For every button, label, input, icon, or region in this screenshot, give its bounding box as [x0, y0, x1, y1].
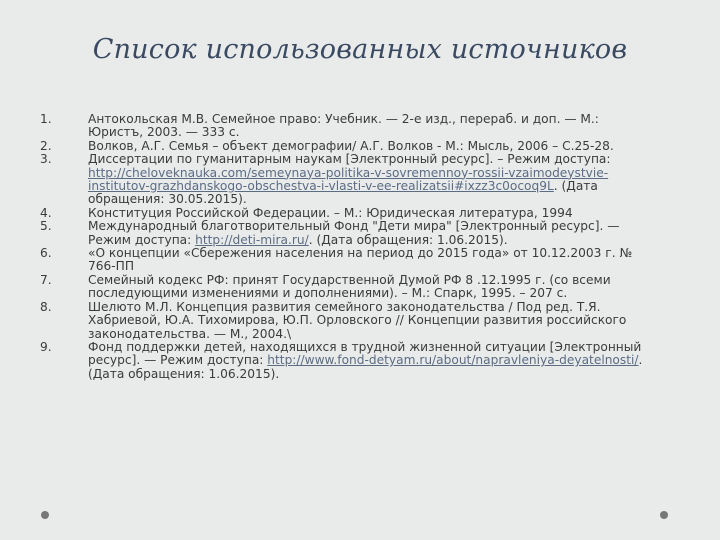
list-item [40, 220, 655, 247]
item-text: Конституция Российской Федерации. – М.: Юридическая литература, 1994 [88, 205, 573, 220]
reference-link[interactable]: http://deti-mira.ru/ [195, 232, 309, 247]
item-number: 2. [40, 138, 52, 153]
item-number: 1. [40, 112, 52, 126]
item-number: 4. [40, 205, 52, 220]
item-text: Диссертации по гуманитарным наукам [Электронный ресурс]. – Режим доступа: [88, 152, 611, 167]
list-item [40, 341, 655, 381]
reference-link[interactable]: http://www.fond-detyam.ru/about/napravleniya-deyatelnosti/ [267, 353, 639, 368]
item-text-end: . (Дата обращения: 1.06.2015). [88, 353, 643, 381]
item-text-end: . (Дата обращения: 1.06.2015). [308, 232, 508, 247]
list-item [40, 113, 655, 140]
list-item [40, 207, 655, 220]
item-text: Фонд поддержки детей, находящихся в трудной жизненной ситуации [Электронный ресурс]. — Режим доступа: [88, 339, 642, 368]
item-number: 6. [40, 246, 52, 261]
item-number: 7. [40, 272, 52, 287]
decorative-dot-right [660, 511, 668, 519]
item-number: 3. [40, 152, 52, 167]
reference-link[interactable]: http://cheloveknauka.com/semeynaya-politika-v-sovremennoy-rossii-vzaimodeystvie-institutov-grazhdanskogo-obschestva-i-vlasti-v-ee-realizatsii#ixzz3c0ocoq9L [88, 165, 609, 194]
list-item [40, 274, 655, 301]
decorative-dot-left [41, 511, 49, 519]
item-text: Волков, А.Г. Семья – объект демографии/ А.Г. Волков - М.: Мысль, 2006 – С.25-28. [88, 138, 614, 153]
list-item [40, 247, 655, 274]
reference-list [40, 113, 655, 381]
item-number: 8. [40, 299, 52, 314]
list-item [40, 153, 655, 207]
item-text-end: . (Дата обращения: 30.05.2015). [88, 179, 598, 207]
item-text: Международный благотворительный Фонд "Дети мира" [Электронный ресурс]. — Режим доступа: [88, 219, 620, 247]
slide-title: Список использованных источников [92, 34, 628, 65]
item-number: 5. [40, 219, 52, 234]
list-item [40, 301, 655, 341]
item-text: Семейный кодекс РФ: принят Государственной Думой РФ 8 .12.1995 г. (со всеми последующими изменениями и дополнениями). – М.: Спарк, 1995. – 207 с. [88, 272, 611, 301]
list-item [40, 140, 655, 153]
item-number: 9. [40, 339, 52, 354]
item-text: Антокольская М.В. Семейное право: Учебник. — 2-е изд., перераб. и доп. — М.: Юристъ, 2003. — 333 с. [88, 112, 599, 140]
item-text: Шелюто М.Л. Концепция развития семейного законодательства / Под ред. Т.Я. Хабриевой, Ю.А. Тихомирова, Ю.П. Орловского // Концепции развития российского законодательства. — М., 2004.\ [88, 299, 627, 341]
item-text: «О концепции «Сбережения населения на период до 2015 года» от 10.12.2003 г. № 766-ПП [88, 246, 633, 274]
